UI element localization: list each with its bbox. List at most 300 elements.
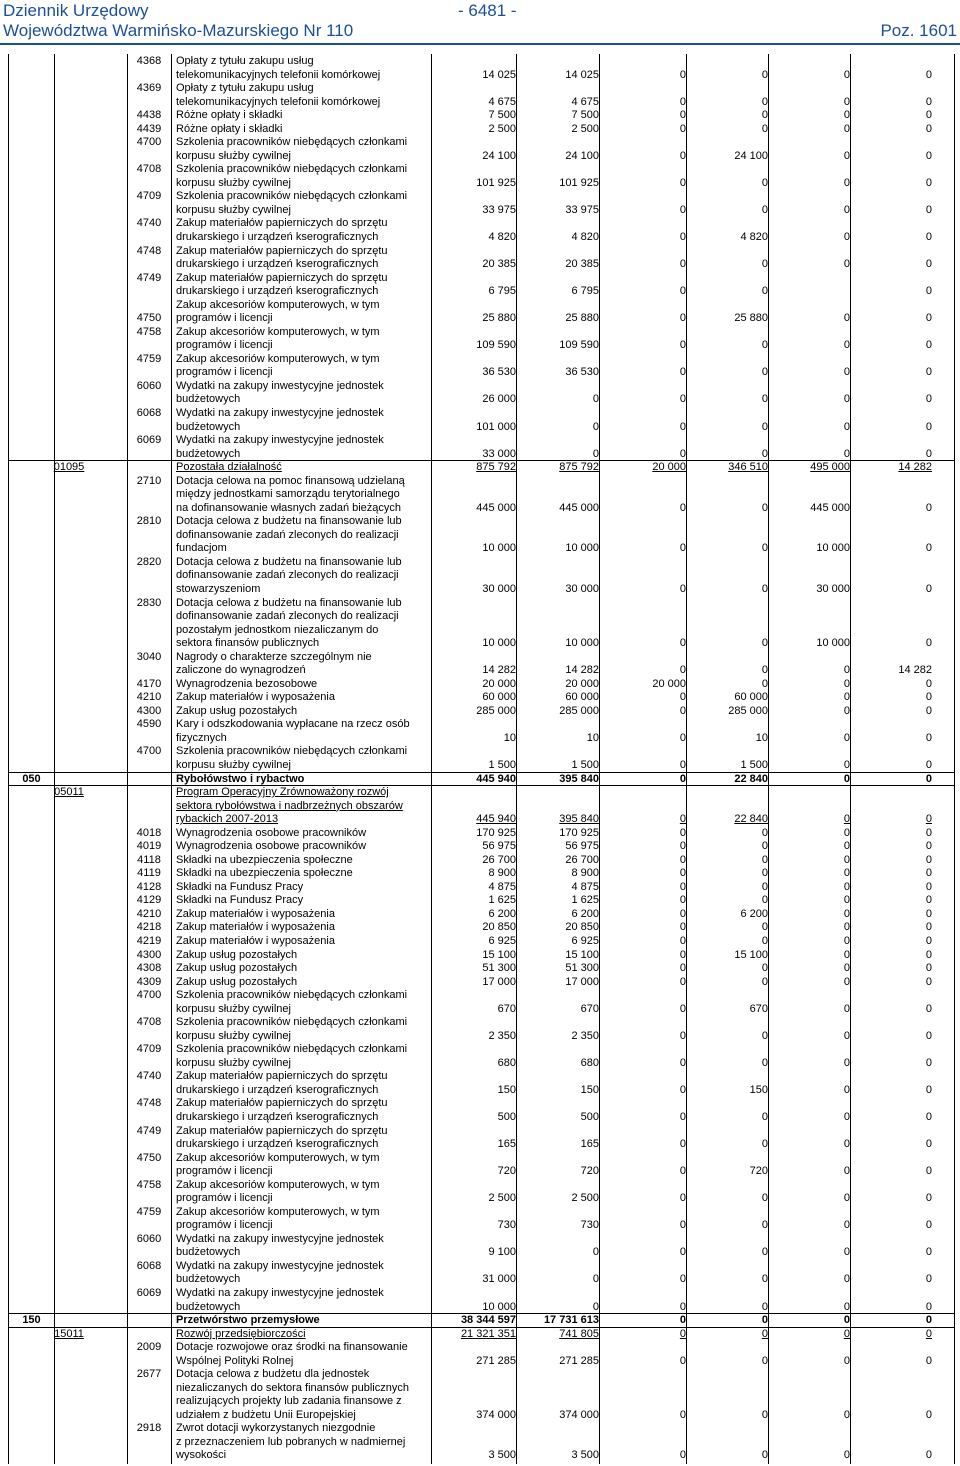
paragraph-code: 4708: [136, 1016, 162, 1029]
description-line: Rozwój przedsiębiorczości: [176, 1327, 306, 1340]
description: [176, 1287, 431, 1314]
amount-cell: 17 000: [482, 975, 516, 988]
amount-cell: 0: [925, 677, 932, 690]
amount-cell: 500: [580, 1110, 599, 1123]
amount-cell: 0: [679, 109, 686, 122]
amount-cell: 51 300: [565, 962, 599, 975]
table-row: [9, 1314, 954, 1328]
description: [176, 272, 431, 299]
paragraph-code: 6060: [136, 379, 162, 392]
table-row: [9, 163, 954, 190]
description: [176, 515, 431, 556]
amount-cell: 720: [497, 1165, 516, 1178]
amount-cell: 150: [580, 1083, 599, 1096]
amount-cell: 0: [679, 731, 686, 744]
table-row: [9, 245, 954, 272]
description-line: Zakup akcesoriów komputerowych, w tym: [176, 1151, 380, 1164]
description-line: Zakup usług pozostałych: [176, 704, 298, 717]
amount-cell: 0: [925, 975, 932, 988]
amount-cell: 2 500: [571, 1192, 599, 1205]
amount-cell: 0: [761, 1408, 768, 1421]
paragraph-code: 4700: [136, 745, 162, 758]
amount-cell: 0: [843, 813, 850, 826]
paragraph-code: 4018: [136, 826, 162, 839]
amount-cell: 165: [497, 1138, 516, 1151]
description-line: Nagrody o charakterze szczególnym nie: [176, 650, 372, 663]
amount-cell: 4 875: [571, 880, 599, 893]
description: [176, 1070, 431, 1097]
table-row: [9, 1260, 954, 1287]
amount-cell: 0: [761, 122, 768, 135]
amount-cell: 0: [843, 339, 850, 352]
description-line: programów i licencji: [176, 366, 273, 379]
amount-cell: 0: [843, 894, 850, 907]
paragraph-code: 4750: [136, 312, 162, 325]
amount-cell: 0: [843, 366, 850, 379]
amount-cell: 1 625: [571, 894, 599, 907]
paragraph-code: 2830: [136, 596, 162, 609]
amount-cell: 0: [925, 826, 932, 839]
amount-cell: 0: [679, 921, 686, 934]
description-line: drukarskiego i urządzeń kserograficznych: [176, 1110, 379, 1123]
amount-cell: 0: [925, 258, 932, 271]
amount-cell: 0: [843, 312, 850, 325]
amount-cell: 720: [580, 1165, 599, 1178]
table-row: [9, 475, 954, 516]
amount-cell: 0: [843, 1029, 850, 1042]
amount-cell: 170 925: [476, 826, 516, 839]
paragraph-code: 2810: [136, 515, 162, 528]
amount-cell: 0: [761, 1110, 768, 1123]
amount-cell: 0: [761, 637, 768, 650]
page-header: [0, 0, 960, 44]
description: [176, 854, 431, 868]
amount-cell: 0: [679, 637, 686, 650]
amount-cell: 0: [925, 921, 932, 934]
amount-cell: 0: [761, 68, 768, 81]
description: [176, 894, 431, 908]
paragraph-code: 4369: [136, 82, 162, 95]
table-row: [9, 407, 954, 434]
paragraph-code: 4439: [136, 122, 162, 135]
description-line: niezaliczanych do sektora finansów publicznych: [176, 1381, 409, 1394]
amount-cell: 0: [925, 95, 932, 108]
description-line: Zakup materiałów i wyposażenia: [176, 691, 335, 704]
amount-cell: 0: [925, 731, 932, 744]
description-line: Wynagrodzenia osobowe pracowników: [176, 840, 367, 853]
description: [176, 123, 431, 137]
amount-cell: 0: [925, 582, 932, 595]
description-line: Składki na Fundusz Pracy: [176, 894, 304, 907]
description-line: Szkolenia pracowników niebędących członkami: [176, 1043, 408, 1056]
amount-cell: 0: [843, 1354, 850, 1367]
description-line: Zakup akcesoriów komputerowych, w tym: [176, 298, 380, 311]
amount-cell: 15 100: [565, 948, 599, 961]
amount-cell: 0: [925, 1029, 932, 1042]
amount-cell: 0: [843, 731, 850, 744]
amount-cell: 0: [925, 907, 932, 920]
table-row: [9, 854, 954, 868]
amount-cell: 0: [843, 447, 850, 460]
amount-cell: 0: [761, 339, 768, 352]
amount-cell: 0: [843, 68, 850, 81]
amount-cell: 0: [843, 420, 850, 433]
description: [176, 691, 431, 705]
paragraph-code: 6069: [136, 1287, 162, 1299]
description-line: zaliczone do wynagrodzeń: [176, 664, 306, 677]
amount-cell: 0: [843, 393, 850, 406]
paragraph-code: 2710: [136, 474, 162, 487]
amount-cell: 875 792: [476, 461, 516, 474]
description-line: Składki na ubezpieczenia społeczne: [176, 853, 353, 866]
description: [176, 881, 431, 895]
amount-cell: 14 025: [565, 68, 599, 81]
description-line: korpusu służby cywilnej: [176, 1002, 291, 1015]
amount-cell: 22 840: [734, 772, 768, 785]
page-number: - 6481 -: [458, 1, 517, 20]
paragraph-code: 2918: [136, 1422, 162, 1435]
description: [176, 1097, 431, 1124]
amount-cell: 0: [679, 1110, 686, 1123]
paragraph-code: 6060: [136, 1232, 162, 1245]
description: [176, 1314, 431, 1328]
paragraph-code: 2009: [136, 1341, 162, 1354]
amount-cell: 26 700: [565, 853, 599, 866]
amount-cell: 0: [679, 501, 686, 514]
paragraph-code: 4740: [136, 217, 162, 230]
description-line: Szkolenia pracowników niebędących członkami: [176, 1016, 408, 1029]
amount-cell: 0: [925, 1002, 932, 1015]
amount-cell: 0: [843, 880, 850, 893]
amount-cell: 0: [761, 501, 768, 514]
amount-cell: 0: [679, 948, 686, 961]
amount-cell: 445 000: [810, 501, 850, 514]
amount-cell: 0: [679, 1219, 686, 1232]
amount-cell: 0: [843, 691, 850, 704]
amount-cell: 2 500: [571, 122, 599, 135]
description: [176, 976, 431, 990]
amount-cell: 0: [843, 109, 850, 122]
paragraph-code: 4368: [136, 55, 162, 67]
amount-cell: 0: [679, 1314, 686, 1327]
amount-cell: 0: [761, 258, 768, 271]
amount-cell: 0: [925, 867, 932, 880]
table-row: [9, 1422, 954, 1463]
description-line: programów i licencji: [176, 1192, 273, 1205]
description: [176, 827, 431, 841]
description: [176, 475, 431, 516]
description-line: między jednostkami samorządu terytorialnego: [176, 488, 400, 501]
paragraph-code: 4219: [136, 935, 162, 947]
section-code: 150: [22, 1314, 41, 1327]
description: [176, 1125, 431, 1152]
description-line: z przeznaczeniem lub pobranych w nadmiernej: [176, 1435, 406, 1448]
amount-cell: 0: [843, 1056, 850, 1069]
amount-cell: 0: [843, 1408, 850, 1421]
amount-cell: 0: [679, 366, 686, 379]
description-line: sektora rybołówstwa i nadbrzeżnych obszarów: [176, 799, 403, 812]
amount-cell: 0: [925, 1273, 932, 1286]
amount-cell: 6 200: [740, 907, 768, 920]
amount-cell: 33 975: [565, 203, 599, 216]
paragraph-code: 4210: [136, 907, 162, 920]
description-line: telekomunikacyjnych telefonii komórkowej: [176, 95, 381, 108]
paragraph-code: 4210: [136, 691, 162, 704]
amount-cell: 0: [679, 1300, 686, 1313]
amount-cell: 445 940: [476, 813, 516, 826]
amount-cell: 0: [843, 149, 850, 162]
amount-cell: 670: [580, 1002, 599, 1015]
amount-cell: 26 700: [482, 853, 516, 866]
amount-cell: 8 900: [571, 867, 599, 880]
amount-cell: 0: [761, 447, 768, 460]
amount-cell: 0: [679, 813, 686, 826]
table-row: [9, 272, 954, 299]
amount-cell: 0: [679, 935, 686, 947]
description: [176, 773, 431, 787]
description: [176, 299, 431, 326]
amount-cell: 1 500: [740, 758, 768, 771]
table-row: [9, 840, 954, 854]
paragraph-code: 6068: [136, 1259, 162, 1272]
amount-cell: 0: [925, 366, 932, 379]
amount-cell: 0: [843, 258, 850, 271]
description: [176, 55, 431, 82]
amount-cell: 495 000: [810, 461, 850, 474]
description-line: Wspólnej Polityki Rolnej: [176, 1354, 294, 1367]
amount-cell: 6 925: [571, 935, 599, 947]
section-code: 050: [22, 772, 41, 785]
amount-cell: 0: [925, 935, 932, 947]
paragraph-code: 4709: [136, 1043, 162, 1056]
amount-cell: 10 000: [816, 542, 850, 555]
amount-cell: 0: [761, 1300, 768, 1313]
description-line: Zakup materiałów papierniczych do sprzętu: [176, 244, 388, 257]
amount-cell: 109 590: [559, 339, 599, 352]
paragraph-code: 4119: [137, 867, 161, 880]
amount-cell: 26 000: [482, 393, 516, 406]
chapter-code: 15011: [54, 1327, 84, 1340]
amount-cell: 0: [761, 921, 768, 934]
amount-cell: 0: [843, 921, 850, 934]
amount-cell: 0: [679, 840, 686, 853]
description-line: dofinansowanie zadań zleconych do realizacji: [176, 528, 399, 541]
amount-cell: 0: [843, 962, 850, 975]
amount-cell: 4 820: [488, 230, 516, 243]
description-line: Wydatki na zakupy inwestycyjne jednostek: [176, 434, 384, 447]
paragraph-code: 4170: [136, 677, 162, 690]
amount-cell: 15 100: [482, 948, 516, 961]
amount-cell: 285 000: [476, 704, 516, 717]
amount-cell: 0: [679, 203, 686, 216]
paragraph-code: 4300: [136, 704, 162, 717]
paragraph-code: 4309: [136, 975, 162, 988]
amount-cell: 0: [761, 677, 768, 690]
amount-cell: 680: [580, 1056, 599, 1069]
amount-cell: 0: [843, 203, 850, 216]
amount-cell: 0: [925, 853, 932, 866]
paragraph-code: 4740: [136, 1070, 162, 1083]
amount-cell: 0: [925, 542, 932, 555]
amount-cell: 170 925: [559, 826, 599, 839]
amount-cell: 0: [843, 975, 850, 988]
amount-cell: 0: [679, 1029, 686, 1042]
amount-cell: 0: [761, 962, 768, 975]
description-line: Szkolenia pracowników niebędących członkami: [176, 989, 408, 1002]
amount-cell: 0: [592, 1300, 599, 1313]
description: [176, 326, 431, 353]
amount-cell: 271 285: [559, 1354, 599, 1367]
table-row: [9, 786, 954, 827]
amount-cell: 0: [925, 1314, 932, 1327]
amount-cell: 0: [843, 1246, 850, 1259]
amount-cell: 33 975: [482, 203, 516, 216]
amount-cell: 0: [679, 853, 686, 866]
description-line: budżetowych: [176, 420, 241, 433]
table-row: [9, 1341, 954, 1368]
description-line: Zwrot dotacji wykorzystanych niezgodnie: [176, 1422, 376, 1435]
table-row: [9, 515, 954, 556]
description: [176, 962, 431, 976]
paragraph-code: 4300: [136, 948, 162, 961]
amount-cell: 0: [843, 1110, 850, 1123]
amount-cell: 0: [679, 894, 686, 907]
table-row: [9, 935, 954, 949]
description-line: Dotacja celowa z budżetu na finansowanie lub: [176, 596, 402, 609]
amount-cell: 0: [679, 826, 686, 839]
amount-cell: 0: [925, 109, 932, 122]
amount-cell: 0: [925, 1354, 932, 1367]
description-line: drukarskiego i urządzeń kserograficznych: [176, 1083, 379, 1096]
amount-cell: 741 805: [559, 1327, 599, 1340]
description-line: Szkolenia pracowników niebędących członkami: [176, 745, 408, 758]
paragraph-code: 4019: [136, 840, 162, 853]
paragraph-code: 6069: [136, 434, 162, 447]
amount-cell: 0: [679, 1138, 686, 1151]
amount-cell: 0: [761, 393, 768, 406]
description: [176, 840, 431, 854]
amount-cell: 0: [679, 1165, 686, 1178]
paragraph-code: 4748: [136, 244, 162, 257]
description: [176, 163, 431, 190]
amount-cell: 0: [679, 1327, 686, 1340]
amount-cell: 10 000: [565, 542, 599, 555]
description-line: telekomunikacyjnych telefonii komórkowej: [176, 68, 381, 81]
description-line: Kary i odszkodowania wypłacane na rzecz osób: [176, 718, 410, 731]
amount-cell: 0: [925, 1110, 932, 1123]
description: [176, 1328, 431, 1342]
description: [176, 136, 431, 163]
description-line: Dotacja celowa z budżetu na finansowanie lub: [176, 555, 402, 568]
amount-cell: 101 925: [559, 176, 599, 189]
amount-cell: 0: [679, 582, 686, 595]
description-line: Zakup usług pozostałych: [176, 975, 298, 988]
amount-cell: 0: [761, 420, 768, 433]
table-row: [9, 1152, 954, 1179]
budget-table: [8, 54, 955, 1464]
amount-cell: 56 975: [482, 840, 516, 853]
paragraph-code: 4748: [136, 1097, 162, 1110]
description-line: budżetowych: [176, 447, 241, 460]
amount-cell: 4 875: [488, 880, 516, 893]
paragraph-code: 4700: [136, 989, 162, 1002]
amount-cell: 24 100: [734, 149, 768, 162]
table-row: [9, 1043, 954, 1070]
amount-cell: 0: [843, 1192, 850, 1205]
amount-cell: 0: [761, 975, 768, 988]
table-row: [9, 123, 954, 137]
table-row: [9, 1233, 954, 1260]
description-line: Zakup materiałów papierniczych do sprzętu: [176, 1070, 388, 1083]
amount-cell: 20 385: [482, 258, 516, 271]
description: [176, 461, 431, 475]
description: [176, 867, 431, 881]
description: [176, 1043, 431, 1070]
paragraph-code: 4749: [136, 1124, 162, 1137]
amount-cell: 0: [925, 501, 932, 514]
amount-cell: 0: [761, 1273, 768, 1286]
description: [176, 651, 431, 678]
description-line: Szkolenia pracowników niebędących członkami: [176, 136, 408, 149]
amount-cell: 0: [761, 826, 768, 839]
amount-cell: 0: [843, 176, 850, 189]
table-row: [9, 461, 954, 475]
amount-cell: 8 900: [488, 867, 516, 880]
description-line: Zakup materiałów papierniczych do sprzętu: [176, 271, 388, 284]
amount-cell: 0: [761, 1056, 768, 1069]
description-line: Zakup akcesoriów komputerowych, w tym: [176, 325, 380, 338]
amount-cell: 395 840: [559, 813, 599, 826]
description-line: Wynagrodzenia bezosobowe: [176, 677, 318, 690]
amount-cell: 0: [843, 935, 850, 947]
description: [176, 705, 431, 719]
description: [176, 989, 431, 1016]
description-line: Wynagrodzenia osobowe pracowników: [176, 826, 367, 839]
amount-cell: 3 500: [488, 1449, 516, 1462]
description-line: Zakup materiałów i wyposażenia: [176, 907, 335, 920]
amount-cell: 0: [843, 1314, 850, 1327]
amount-cell: 0: [679, 176, 686, 189]
description: [176, 1179, 431, 1206]
table-row: [9, 678, 954, 692]
table-row: [9, 1328, 954, 1342]
amount-cell: 0: [843, 826, 850, 839]
table-row: [9, 908, 954, 922]
amount-cell: 0: [679, 1056, 686, 1069]
description: [176, 908, 431, 922]
amount-cell: 0: [761, 366, 768, 379]
paragraph-code: 2820: [136, 555, 162, 568]
amount-cell: 0: [679, 258, 686, 271]
paragraph-code: 4708: [136, 163, 162, 176]
amount-cell: 0: [843, 1327, 850, 1340]
amount-cell: 150: [749, 1083, 768, 1096]
amount-cell: 31 000: [482, 1273, 516, 1286]
description-line: Składki na Fundusz Pracy: [176, 880, 304, 893]
amount-cell: 0: [925, 1449, 932, 1462]
amount-cell: 20 000: [652, 677, 686, 690]
amount-cell: 6 795: [571, 285, 599, 298]
amount-cell: 0: [925, 948, 932, 961]
description-line: Dotacja celowa z budżetu dla jednostek: [176, 1368, 370, 1381]
amount-cell: 10 000: [482, 542, 516, 555]
amount-cell: 0: [679, 542, 686, 555]
table-row: [9, 380, 954, 407]
amount-cell: 36 530: [565, 366, 599, 379]
description: [176, 1368, 431, 1422]
amount-cell: 101 000: [476, 420, 516, 433]
amount-cell: 1 625: [488, 894, 516, 907]
